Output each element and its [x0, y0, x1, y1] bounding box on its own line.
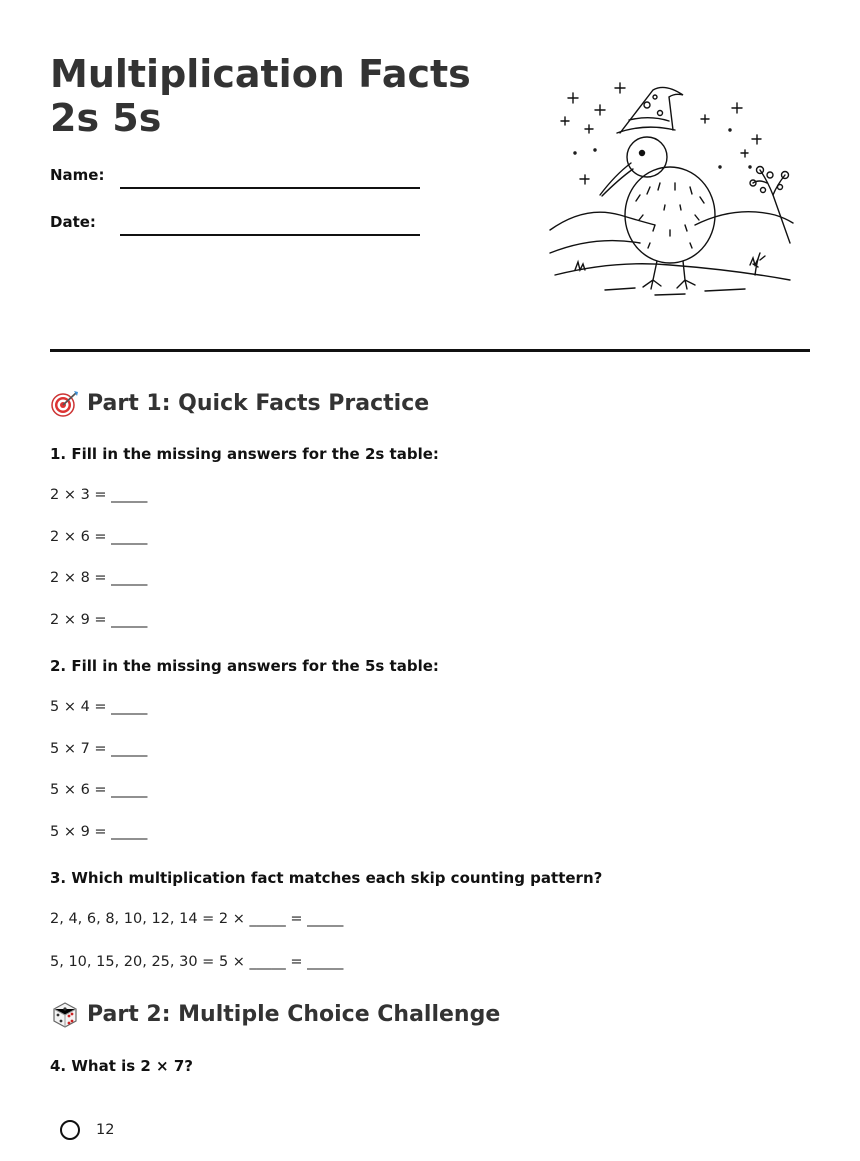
name-label: Name:: [50, 166, 105, 184]
problem-item: 5 × 4 = _____: [50, 699, 148, 715]
problem-item: 5 × 6 = _____: [50, 782, 148, 798]
problem-item: 2 × 6 = _____: [50, 529, 148, 545]
question-1-prompt: 1. Fill in the missing answers for the 2s table:: [50, 445, 439, 463]
question-4-prompt: 4. What is 2 × 7?: [50, 1057, 193, 1075]
problem-item: 2 × 8 = _____: [50, 570, 148, 586]
question-2-prompt: 2. Fill in the missing answers for the 5s table:: [50, 657, 439, 675]
problem-item: 2 × 9 = _____: [50, 612, 148, 628]
problem-item: 5 × 9 = _____: [50, 824, 148, 840]
date-field-line[interactable]: [120, 234, 420, 236]
dice-icon: [50, 999, 80, 1029]
dart-target-icon: [50, 388, 80, 418]
choice-label: 12: [96, 1122, 115, 1138]
pattern-item: 5, 10, 15, 20, 25, 30 = 5 × _____ = _____: [50, 954, 344, 970]
part1-heading: [50, 388, 429, 418]
part2-title: Part 2: Multiple Choice Challenge: [87, 1001, 501, 1027]
section-divider: [50, 349, 810, 352]
radio-button[interactable]: [60, 1120, 80, 1140]
name-field-line[interactable]: [120, 187, 420, 189]
problem-item: 5 × 7 = _____: [50, 741, 148, 757]
worksheet-title: Multiplication Facts 2s 5s: [50, 52, 471, 140]
part2-heading: [50, 999, 500, 1029]
pattern-item: 2, 4, 6, 8, 10, 12, 14 = 2 × _____ = _____: [50, 911, 344, 927]
problem-item: 2 × 3 = _____: [50, 487, 148, 503]
date-label: Date:: [50, 213, 96, 231]
choice-option[interactable]: [60, 1120, 114, 1140]
kiwi-bird-illustration: [545, 75, 795, 300]
question-3-prompt: 3. Which multiplication fact matches each skip counting pattern?: [50, 869, 603, 887]
part1-title: Part 1: Quick Facts Practice: [87, 390, 430, 416]
